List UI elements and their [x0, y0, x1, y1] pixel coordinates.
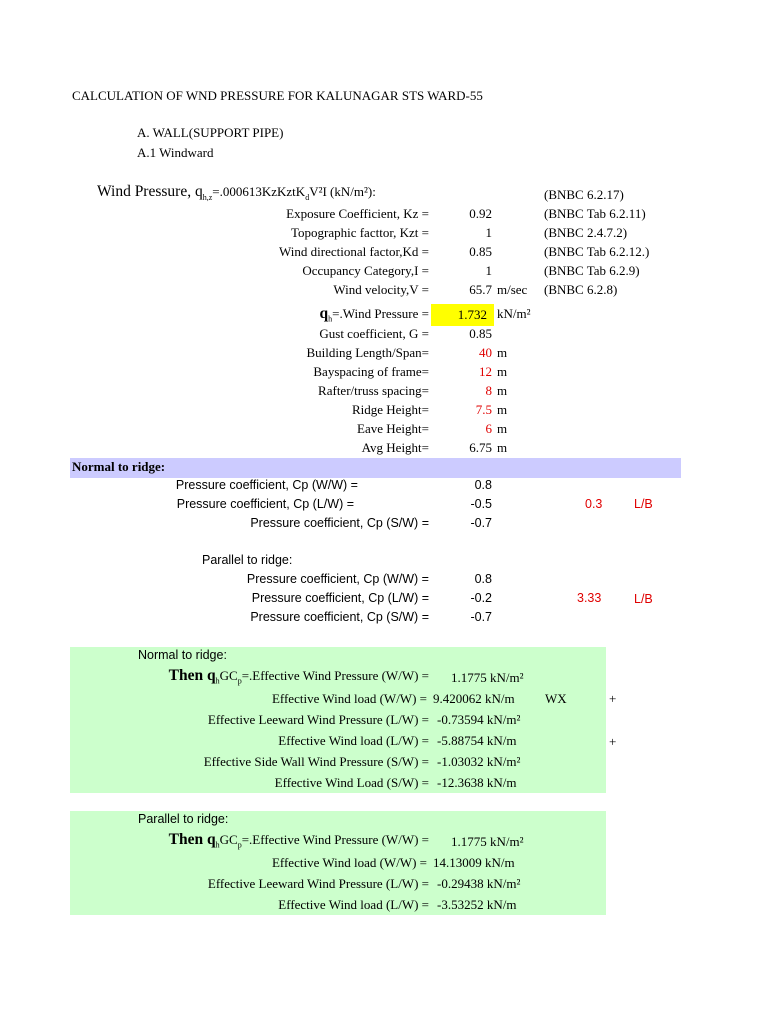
- cp-value: -0.7: [470, 610, 492, 624]
- cp-value: -0.2: [470, 591, 492, 605]
- eff-unit: kN/m: [486, 733, 517, 748]
- plus-sign: +: [609, 734, 617, 749]
- dim-label: Rafter/truss spacing=: [318, 383, 429, 398]
- dim-label: Avg Height=: [361, 440, 429, 455]
- eff-unit: kN/m²: [486, 754, 521, 769]
- param-label: Wind directional factor,Kd =: [279, 244, 429, 259]
- cp-label: Pressure coefficient, Cp (S/W) =: [250, 516, 429, 530]
- dim-value: 0.85: [469, 326, 492, 341]
- eff-label: Effective Wind Load (S/W) =: [274, 775, 429, 790]
- plus-sign: +: [609, 691, 617, 706]
- dim-unit: m: [497, 402, 508, 417]
- eff-num: 1.1775: [451, 670, 487, 685]
- dim-label: Ridge Height=: [351, 402, 429, 417]
- dim-unit: m: [497, 421, 508, 436]
- eff-unit: kN/m²: [486, 712, 521, 727]
- eff-value: [437, 876, 520, 892]
- param-label: Topographic facttor, Kzt =: [290, 225, 429, 240]
- subsection-heading: A.1 Windward: [137, 145, 214, 160]
- then-sub: h: [215, 840, 220, 850]
- page-title: CALCULATION OF WND PRESSURE FOR KALUNAGAR STS WARD-55: [72, 88, 483, 103]
- eff-text: =.Effective Wind Pressure (W/W) =: [241, 832, 429, 847]
- eff-label: Effective Wind load (W/W) =: [271, 855, 427, 870]
- dim-unit: m: [497, 440, 508, 455]
- dim-unit: m: [497, 364, 508, 379]
- eff-unit: kN/m²: [486, 876, 521, 891]
- cp-label: Pressure coefficient, Cp (W/W) =: [175, 478, 358, 492]
- param-ref: (BNBC 6.2.8): [544, 282, 618, 297]
- dim-value: 6: [485, 421, 492, 436]
- eff-num: 9.420062: [433, 691, 482, 706]
- cp-value: 0.8: [474, 478, 492, 492]
- eff-num: -0.73594: [437, 712, 484, 727]
- lb-label: L/B: [634, 497, 653, 511]
- cp-label: Pressure coefficient, Cp (L/W) =: [251, 591, 429, 605]
- param-label: Occupancy Category,I =: [302, 263, 429, 278]
- dim-label: Bayspacing of frame=: [313, 364, 429, 379]
- qh-text: =.Wind Pressure =: [332, 306, 429, 321]
- eff-value: [437, 897, 516, 913]
- param-label: Exposure Coefficient, Kz =: [286, 206, 429, 221]
- formula-sub2: d: [305, 193, 310, 203]
- eff-value: [437, 754, 520, 770]
- formula-sub: h,z: [202, 193, 213, 203]
- normal-heading: Normal to ridge:: [72, 459, 166, 474]
- param-ref: (BNBC Tab 6.2.11): [544, 206, 646, 221]
- param-label: Wind velocity,V =: [333, 282, 429, 297]
- dim-unit: m: [497, 383, 508, 398]
- eff-label: [169, 667, 429, 686]
- then-sub2: p: [237, 840, 242, 850]
- lb-ratio: 3.33: [577, 591, 602, 605]
- param-ref: (BNBC Tab 6.2.12.): [544, 244, 650, 259]
- dim-value: 6.75: [469, 440, 492, 455]
- wx-label: WX: [545, 691, 567, 706]
- eff-num: -5.88754: [437, 733, 484, 748]
- eff-num: -12.3638: [437, 775, 484, 790]
- eff-value: [437, 775, 516, 791]
- param-value: 1: [485, 225, 492, 240]
- eff-label: Effective Wind load (L/W) =: [278, 733, 429, 748]
- eff-label: Effective Wind load (L/W) =: [278, 897, 429, 912]
- eff-value: [437, 712, 520, 728]
- then-sub: h: [215, 676, 220, 686]
- eff-parallel-heading: Parallel to ridge:: [138, 812, 229, 826]
- eff-label: Effective Wind load (W/W) =: [271, 691, 427, 706]
- eff-value: [451, 834, 524, 850]
- param-value: 0.85: [469, 244, 492, 259]
- eff-label: Effective Leeward Wind Pressure (L/W) =: [207, 712, 429, 727]
- eff-value: [451, 670, 524, 686]
- eff-num: 14.13009: [433, 855, 482, 870]
- qh-label: [320, 305, 429, 324]
- eff-num: -3.53252: [437, 897, 484, 912]
- dim-value: 7.5: [475, 402, 492, 417]
- then-sub2: p: [237, 676, 242, 686]
- eff-label: Effective Leeward Wind Pressure (L/W) =: [207, 876, 429, 891]
- eff-label: [169, 831, 429, 850]
- formula-middle: =.000613KzKztK: [212, 184, 306, 199]
- dim-label: Eave Height=: [357, 421, 429, 436]
- eff-normal-heading: Normal to ridge:: [138, 648, 227, 662]
- param-ref: (BNBC 2.4.7.2): [544, 225, 628, 240]
- eff-value: [433, 855, 515, 871]
- dim-value: 8: [485, 383, 492, 398]
- cp-label: Pressure coefficient, Cp (S/W) =: [250, 610, 429, 624]
- parallel-heading: Parallel to ridge:: [202, 553, 293, 567]
- eff-num: -1.03032: [437, 754, 484, 769]
- cp-label: Pressure coefficient, Cp (W/W) =: [246, 572, 429, 586]
- eff-text: =.Effective Wind Pressure (W/W) =: [241, 668, 429, 683]
- eff-value: [433, 691, 515, 707]
- dim-unit: m: [497, 345, 508, 360]
- eff-unit: kN/m²: [490, 670, 524, 685]
- param-unit: m/sec: [497, 282, 528, 297]
- eff-num: 1.1775: [451, 834, 487, 849]
- dim-label: Gust coefficient, G =: [319, 326, 429, 341]
- formula-ref: (BNBC 6.2.17): [544, 187, 624, 202]
- param-ref: (BNBC Tab 6.2.9): [544, 263, 640, 278]
- then-mid: GC: [219, 668, 238, 683]
- eff-value: [437, 733, 516, 749]
- cp-value: 0.8: [474, 572, 492, 586]
- param-value: 1: [485, 263, 492, 278]
- qh-prefix: q: [319, 305, 329, 322]
- qh-sub: h: [328, 314, 333, 324]
- section-heading: A. WALL(SUPPORT PIPE): [137, 125, 284, 140]
- qh-value: 1.732: [457, 307, 487, 322]
- eff-label: Effective Side Wall Wind Pressure (S/W) =: [203, 754, 429, 769]
- param-value: 0.92: [469, 206, 492, 221]
- formula-label: Wind Pressure, q: [97, 183, 203, 200]
- formula: [97, 183, 376, 202]
- eff-unit: kN/m: [486, 775, 517, 790]
- cp-label: Pressure coefficient, Cp (L/W) =: [176, 497, 354, 511]
- eff-unit: kN/m: [485, 855, 515, 870]
- eff-unit: kN/m²: [490, 834, 524, 849]
- cp-value: -0.5: [470, 497, 492, 511]
- lb-ratio: 0.3: [585, 497, 603, 511]
- dim-label: Building Length/Span=: [306, 345, 429, 360]
- cp-value: -0.7: [470, 516, 492, 530]
- formula-tail: V²I (kN/m²):: [309, 184, 376, 199]
- param-value: 65.7: [469, 282, 492, 297]
- then-text: Then q: [168, 831, 216, 848]
- then-mid: GC: [219, 832, 238, 847]
- dim-value: 40: [479, 345, 492, 360]
- then-text: Then q: [168, 667, 216, 684]
- eff-unit: kN/m: [485, 691, 515, 706]
- eff-unit: kN/m: [486, 897, 517, 912]
- lb-label: L/B: [634, 592, 653, 606]
- qh-unit: kN/m²: [497, 306, 531, 321]
- eff-num: -0.29438: [437, 876, 484, 891]
- dim-value: 12: [479, 364, 492, 379]
